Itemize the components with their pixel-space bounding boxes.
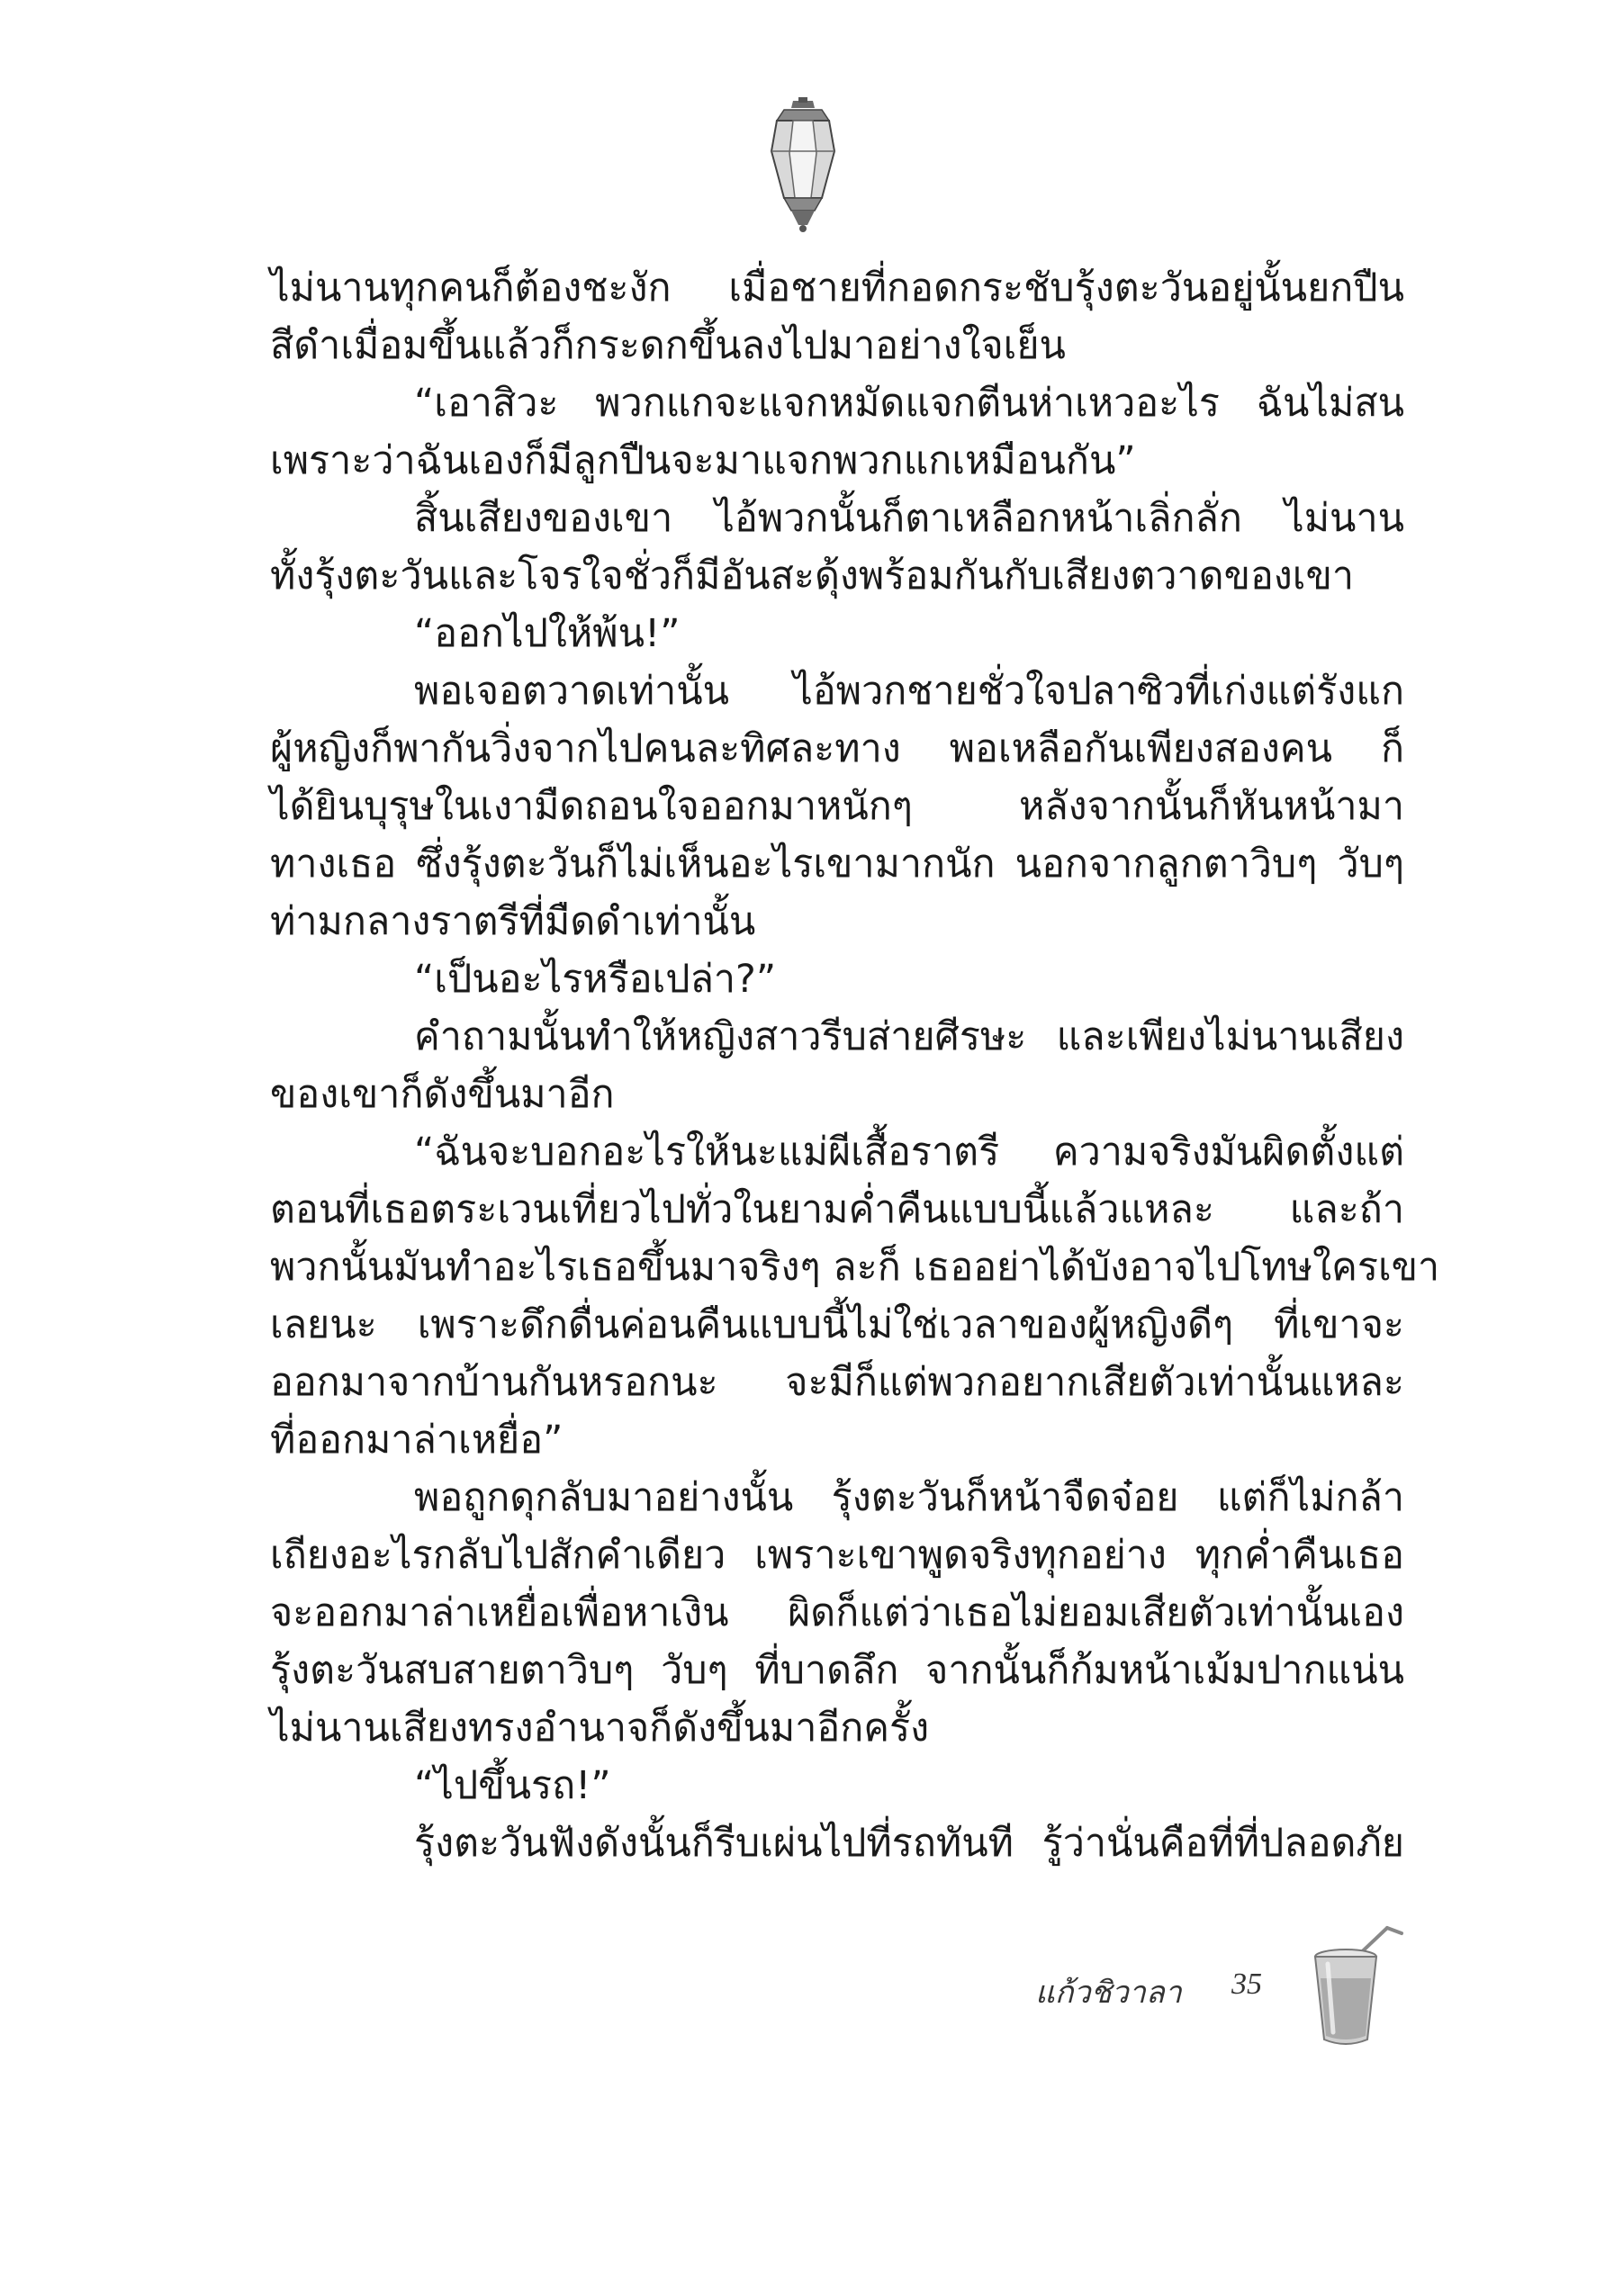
text-line: คำถามนั้นทำให้หญิงสาวรีบส่ายศีรษะ และเพียงไม่นานเสียง — [414, 1014, 1404, 1059]
text-line: พวกนั้นมันทำอะไรเธอขึ้นมาจริงๆ ละก็ เธออย่าได้บังอาจไปโทษใครเขา — [270, 1245, 1440, 1290]
text-line: ได้ยินบุรุษในเงามืดถอนใจออกมาหนักๆ หลังจากนั้นก็หันหน้ามา — [270, 784, 1404, 829]
text-line: ที่ออกมาล่าเหยื่อ” — [270, 1418, 564, 1463]
text-line: รุ้งตะวันฟังดังนั้นก็รีบเผ่นไปที่รถทันที รู้ว่านั่นคือที่ที่ปลอดภัย — [414, 1821, 1404, 1866]
text-line: เพราะว่าฉันเองก็มีลูกปืนจะมาแจกพวกแกเหมือนกัน” — [270, 438, 1136, 483]
text-line: ท่ามกลางราตรีที่มืดดำเท่านั้น — [270, 899, 756, 944]
text-line: ผู้หญิงก็พากันวิ่งจากไปคนละทิศละทาง พอเหลือกันเพียงสองคน ก็ — [270, 726, 1404, 771]
text-line: ของเขาก็ดังขึ้นมาอีก — [270, 1072, 615, 1117]
text-line: “เอาสิวะ พวกแกจะแจกหมัดแจกตีนห่าเหวอะไร ฉันไม่สน — [414, 381, 1404, 426]
text-line: ตอนที่เธอตระเวนเที่ยวไปทั่วในยามค่ำคืนแบบนี้แล้วแหละ และถ้า — [270, 1187, 1404, 1232]
book-title: แก้วชิวาลา — [1035, 1975, 1182, 2011]
text-line: รุ้งตะวันสบสายตาวิบๆ วับๆ ที่บาดลึก จากนั้นก็ก้มหน้าเม้มปากแน่น — [270, 1648, 1404, 1693]
page-number: 35 — [1231, 1967, 1262, 2001]
body-text — [270, 259, 1440, 1872]
text-line: “ฉันจะบอกอะไรให้นะแม่ผีเสื้อราตรี ความจริงมันผิดตั้งแต่ — [414, 1130, 1404, 1175]
text-line: “ไปขึ้นรถ!” — [414, 1763, 611, 1808]
text-line: พอถูกดุกลับมาอย่างนั้น รุ้งตะวันก็หน้าจืดจ๋อย แต่ก็ไม่กล้า — [414, 1475, 1404, 1520]
text-line: “ออกไปให้พ้น!” — [414, 611, 681, 656]
text-line: ทางเธอ ซึ่งรุ้งตะวันก็ไม่เห็นอะไรเขามากนัก นอกจากลูกตาวิบๆ วับๆ — [270, 842, 1404, 887]
text-line: ไม่นานเสียงทรงอำนาจก็ดังขึ้นมาอีกครั้ง — [270, 1706, 930, 1751]
text-line: พอเจอตวาดเท่านั้น ไอ้พวกชายชั่วใจปลาซิวที่เก่งแต่รังแก — [414, 669, 1404, 714]
text-line: สีดำเมื่อมขึ้นแล้วก็กระดกขึ้นลงไปมาอย่างใจเย็น — [270, 323, 1066, 368]
lantern-icon — [766, 97, 840, 232]
glass-icon — [1301, 1924, 1409, 2050]
text-line: เถียงอะไรกลับไปสักคำเดียว เพราะเขาพูดจริงทุกอย่าง ทุกค่ำคืนเธอ — [270, 1533, 1404, 1578]
text-line: “เป็นอะไรหรือเปล่า?” — [414, 957, 777, 1002]
text-line: ทั้งรุ้งตะวันและโจรใจชั่วก็มีอันสะดุ้งพร้อมกันกับเสียงตวาดของเขา — [270, 554, 1355, 599]
text-line: เลยนะ เพราะดึกดื่นค่อนคืนแบบนี้ไม่ใช่เวลาของผู้หญิงดีๆ ที่เขาจะ — [270, 1302, 1404, 1347]
text-line: ไม่นานทุกคนก็ต้องชะงัก เมื่อชายที่กอดกระชับรุ้งตะวันอยู่นั้นยกปืน — [270, 266, 1404, 311]
text-line: สิ้นเสียงของเขา ไอ้พวกนั้นก็ตาเหลือกหน้าเลิ่กลั่ก ไม่นาน — [414, 496, 1404, 541]
text-line: ออกมาจากบ้านกันหรอกนะ จะมีก็แต่พวกอยากเสียตัวเท่านั้นแหละ — [270, 1360, 1404, 1405]
text-line: จะออกมาล่าเหยื่อเพื่อหาเงิน ผิดก็แต่ว่าเธอไม่ยอมเสียตัวเท่านั้นเอง — [270, 1590, 1404, 1635]
